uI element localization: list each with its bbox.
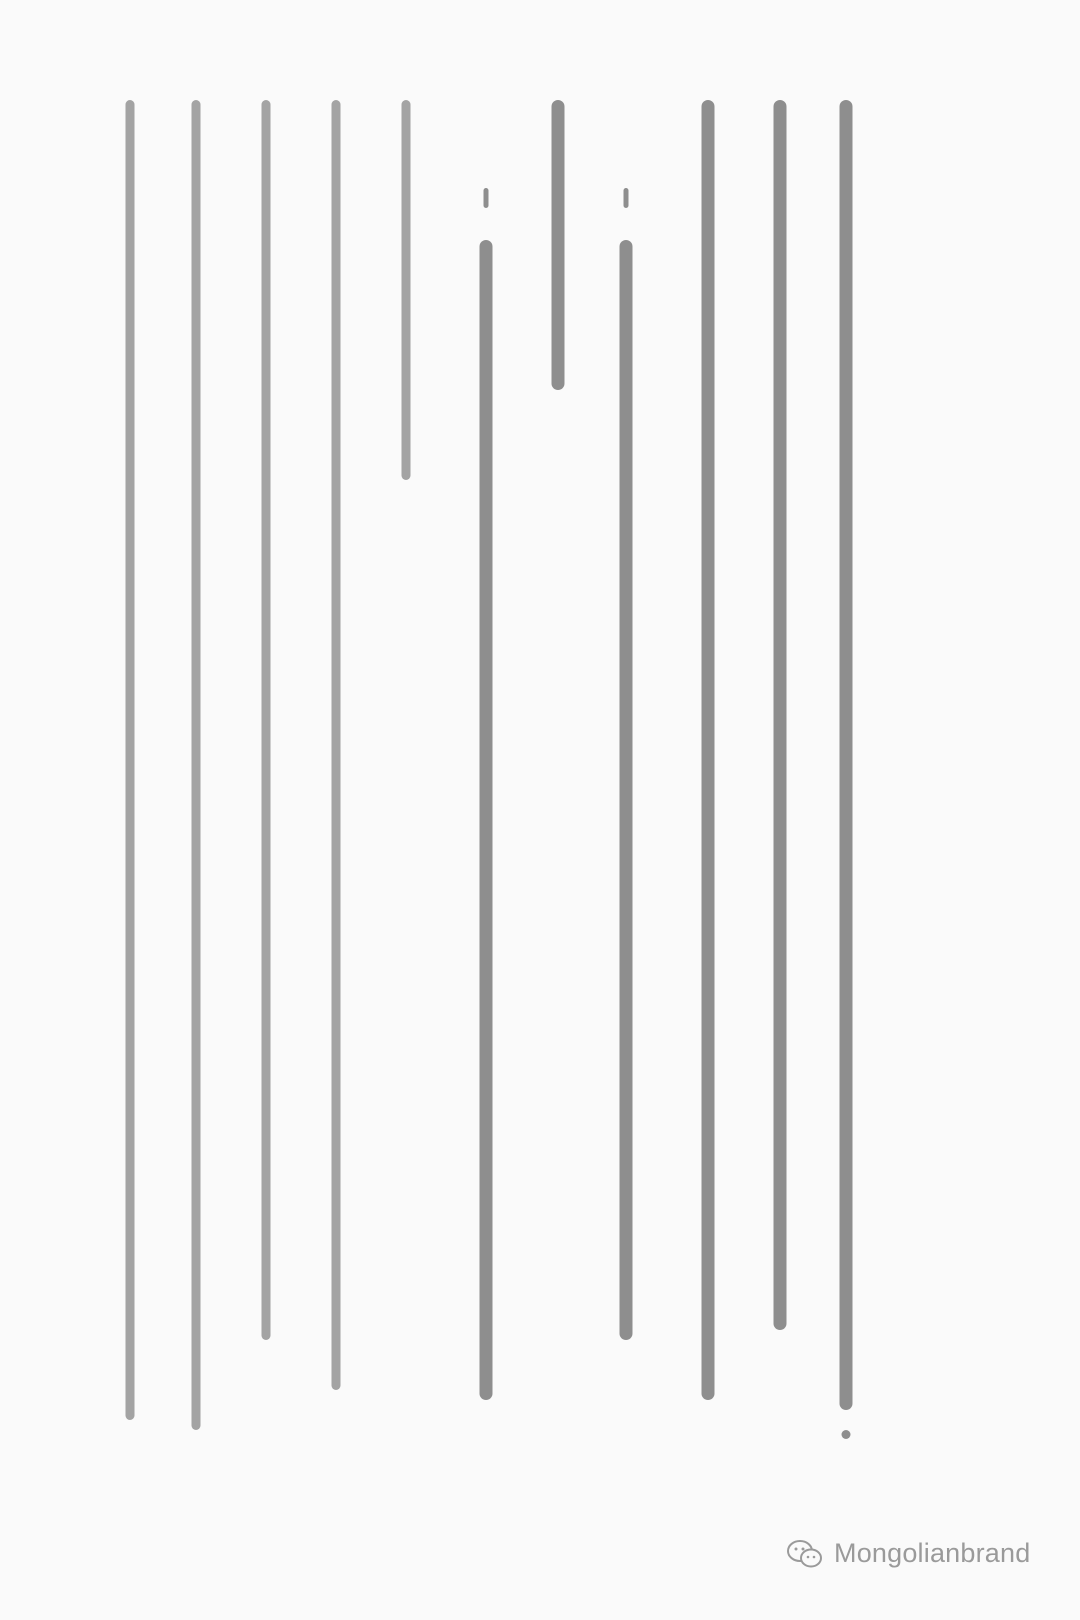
text-column: [538, 0, 578, 1620]
text-column: [316, 0, 356, 1620]
text-column: [760, 0, 800, 1620]
text-column: [606, 0, 646, 1620]
text-column: [110, 0, 150, 1620]
text-column: [176, 0, 216, 1620]
wechat-icon: [786, 1539, 824, 1569]
text-column: [688, 0, 728, 1620]
text-column: [826, 0, 866, 1620]
text-column: [386, 0, 426, 1620]
text-column: [466, 0, 506, 1620]
watermark-text: Mongolianbrand: [834, 1538, 1031, 1568]
watermark: [786, 1538, 1030, 1569]
text-column: [246, 0, 286, 1620]
